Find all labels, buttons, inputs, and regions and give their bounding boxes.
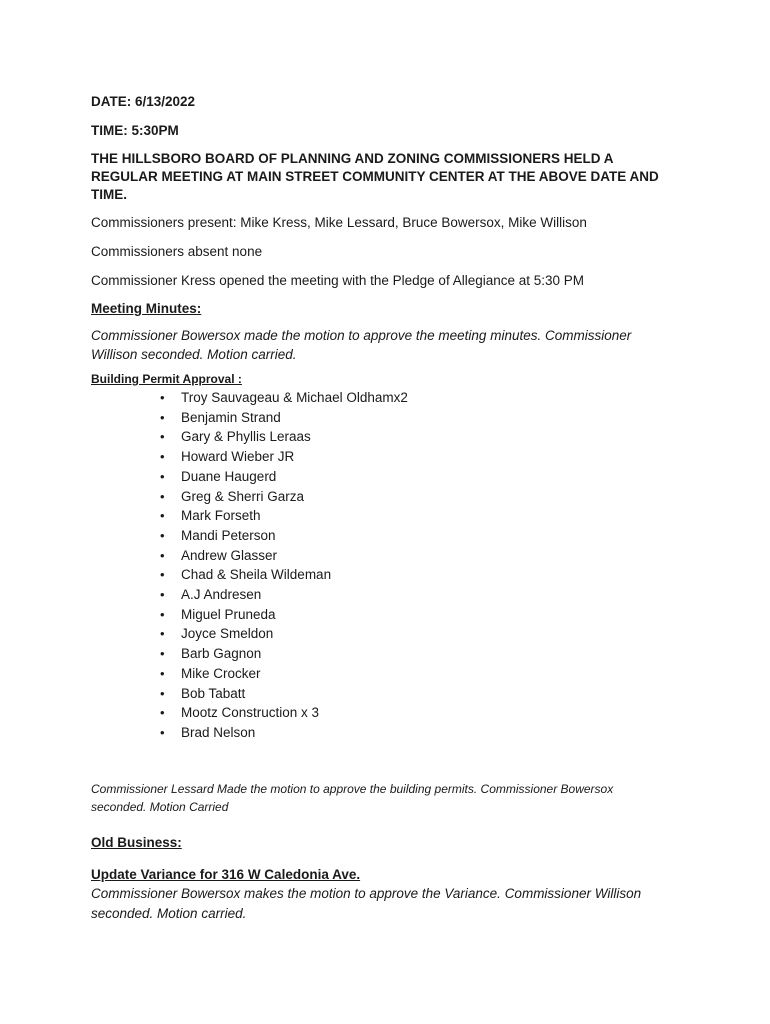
- bullet-icon: •: [160, 606, 165, 622]
- permit-list-item: [160, 684, 661, 704]
- minutes-document: [91, 92, 661, 924]
- permit-applicant-name: Greg & Sherri Garza: [181, 488, 305, 504]
- commissioners-present: Commissioners present: Mike Kress, Mike Lessard, Bruce Bowersox, Mike Willison: [91, 215, 587, 230]
- bullet-icon: •: [160, 626, 165, 642]
- permit-list-item: [160, 565, 661, 585]
- meeting-time: TIME: 5:30PM: [91, 123, 179, 138]
- permit-list-item: [160, 467, 661, 487]
- permit-list-item: [160, 605, 661, 625]
- meeting-header-paragraph: THE HILLSBORO BOARD OF PLANNING AND ZONING COMMISSIONERS HELD A REGULAR MEETING AT MAIN STREET COMMUNITY CENTER AT THE ABOVE DATE AND TIME.: [91, 151, 659, 202]
- permit-applicant-name: Mandi Peterson: [181, 527, 276, 543]
- permit-list-item: [160, 546, 661, 566]
- permit-applicant-name: Miguel Pruneda: [181, 606, 276, 622]
- bullet-icon: •: [160, 665, 165, 681]
- permit-list-item: [160, 664, 661, 684]
- bullet-icon: •: [160, 724, 165, 740]
- bullet-icon: •: [160, 468, 165, 484]
- bullet-icon: •: [160, 390, 165, 405]
- permit-applicant-name: Mike Crocker: [181, 665, 261, 681]
- building-permit-list: [91, 388, 661, 743]
- old-business-heading: Old Business:: [91, 834, 182, 850]
- permit-list-item: [160, 388, 661, 408]
- permit-list-item: [160, 408, 661, 428]
- bullet-icon: •: [160, 409, 165, 425]
- permit-applicant-name: Barb Gagnon: [181, 646, 262, 662]
- bullet-icon: •: [160, 685, 165, 701]
- permit-applicant-name: Mootz Construction x 3: [181, 705, 320, 721]
- permit-applicant-name: Andrew Glasser: [181, 547, 278, 563]
- permit-applicant-name: Howard Wieber JR: [181, 449, 295, 465]
- building-permit-heading: Building Permit Approval :: [91, 372, 242, 386]
- meeting-minutes-motion: Commissioner Bowersox made the motion to approve the meeting minutes. Commissioner Willison seconded. Motion carried.: [91, 328, 632, 362]
- variance-heading: Update Variance for 316 W Caledonia Ave.: [91, 866, 361, 882]
- meeting-minutes-heading: Meeting Minutes:: [91, 301, 202, 316]
- permit-applicant-name: Troy Sauvageau & Michael Oldhamx2: [181, 390, 408, 405]
- permit-applicant-name: Duane Haugerd: [181, 468, 277, 484]
- permit-list-item: [160, 624, 661, 644]
- variance-motion: Commissioner Bowersox makes the motion to approve the Variance. Commissioner Willison seconded. Motion carried.: [91, 885, 642, 921]
- bullet-icon: •: [160, 587, 165, 603]
- permit-applicant-name: Benjamin Strand: [181, 409, 281, 425]
- bullet-icon: •: [160, 547, 165, 563]
- permit-list-item: [160, 427, 661, 447]
- permit-list-item: [160, 506, 661, 526]
- meeting-opened: Commissioner Kress opened the meeting with the Pledge of Allegiance at 5:30 PM: [91, 273, 585, 288]
- meeting-date: DATE: 6/13/2022: [91, 94, 196, 109]
- permit-applicant-name: Brad Nelson: [181, 724, 256, 740]
- permit-list-item: [160, 585, 661, 605]
- permit-applicant-name: Joyce Smeldon: [181, 626, 274, 642]
- permit-list-item: [160, 644, 661, 664]
- bullet-icon: •: [160, 449, 165, 465]
- permit-list-item: [160, 703, 661, 723]
- permit-applicant-name: Chad & Sheila Wildeman: [181, 567, 332, 583]
- building-permit-motion: Commissioner Lessard Made the motion to approve the building permits. Commissioner Bowersox seconded. Motion Carried: [91, 781, 614, 814]
- commissioners-absent: Commissioners absent none: [91, 244, 263, 259]
- bullet-icon: •: [160, 527, 165, 543]
- permit-applicant-name: Bob Tabatt: [181, 685, 246, 701]
- permit-list-item: [160, 723, 661, 743]
- permit-list-item: [160, 447, 661, 467]
- bullet-icon: •: [160, 705, 165, 721]
- bullet-icon: •: [160, 488, 165, 504]
- bullet-icon: •: [160, 646, 165, 662]
- permit-applicant-name: Mark Forseth: [181, 508, 261, 524]
- permit-applicant-name: Gary & Phyllis Leraas: [181, 429, 311, 445]
- permit-list-item: [160, 526, 661, 546]
- bullet-icon: •: [160, 429, 165, 445]
- permit-list-item: [160, 487, 661, 507]
- permit-applicant-name: A.J Andresen: [181, 587, 262, 603]
- bullet-icon: •: [160, 567, 165, 583]
- bullet-icon: •: [160, 508, 165, 524]
